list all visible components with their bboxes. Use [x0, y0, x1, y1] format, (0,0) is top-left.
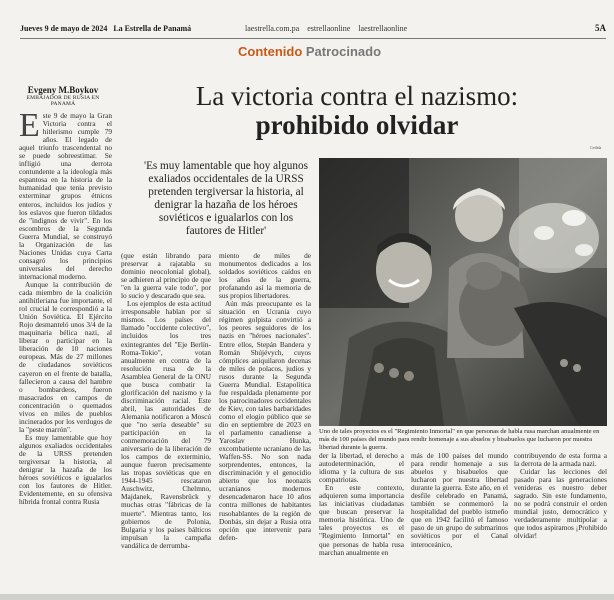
article-column-2 [121, 252, 211, 596]
drop-cap: E [19, 112, 40, 144]
paragraph: Aún más preocupante es la situación en Ucrania cuyo régimen golpista convirtió a los peores seguidores de los nazis en "héroes nacionales". Entre ellos, Stepán Bandera y Román Shújévych, cuyos cómplices aniquilaron decenas de miles de polacos, judíos y rusos durante la Segunda Guerra Mundial. Estapolítica fue respaldada plenamente por los patrocinadores occidentales de Kiev, con tales barbaridades como el elogio público que se dio en septiembre de 2023 en el parlamento canadiense a Yaroslav Hunka, excombatiente ucraniano de las Waffen-SS. No son nada sorprendentes, entonces, la discriminación y el genocidio abierto que los neonazis ucranianos modernos desencadenaron hace 10 años contra millones de habitantes rusohablantes de la región de Donbás, sin dejar a Rusia otra opción que intervenir para defen- [219, 299, 311, 542]
header-social-2[interactable]: laestrellaonline [358, 24, 408, 33]
header-date-paper [20, 24, 191, 33]
page-header [20, 24, 606, 38]
paragraph: der la libertad, el derecho a autodeterminación, el idioma y la cultura de sus compatriotas. [319, 452, 404, 485]
author-role: EMBAJADOR DE RUSIA EN PANAMÁ [26, 95, 100, 107]
page-bottom-edge [0, 594, 614, 600]
paragraph: contribuyendo de esta forma a la derrota de la armada nazi. [514, 452, 607, 469]
header-contacts [245, 24, 413, 33]
section-label-1: Contenido [238, 44, 303, 59]
paragraph: ste 9 de mayo la Gran Victoria contra el hitlerismo cumple 79 años. El legado de aquel triunfo trascendental no se puede sobreestimar. Se infligió una derrota contundente a la ideología más espantosa en la historia de la humanidad que tenía previsto exterminar grupos étnicos enteros, incluidos los judíos y los eslavos que fueron tildados de "indignos de vivir". En los escombros de la Segunda Guerra Mundial, se construyó la Organización de las Naciones Unidas cuya Carta consagró los principios universales del derecho internacional moderno. [19, 112, 112, 281]
page-number: 5A [595, 23, 606, 33]
title-line-1: La victoria contra el nazismo: [195, 81, 519, 111]
header-site[interactable]: laestrella.com.pa [245, 24, 300, 33]
article-photo [319, 158, 607, 426]
author-name: Evgeny M.Boykov [27, 85, 99, 95]
paragraph: más de 100 países del mundo para rendir homenaje a sus abuelos y bisabuelos que lucharon por nuestra libertad durante la guerra. Este año, en el desfile celebrado en Panamá, también se conmemoró la hospitalidad del pueblo istmeño que en 1942 facilitó el famoso paso de un grupo de submarinos soviéticos por el Canal interoceánico, [411, 452, 508, 549]
header-paper-name: La Estrella de Panamá [113, 24, 192, 33]
paragraph: Aunque la contribución de cada miembro de la coalición antihitleriana fue importante, el rol crucial le correspondió a la Unión Soviética. El Ejército Rojo desmanteló unos 3/4 de la maquinaria bélica nazi, al liberar o participar en la liberación de 10 naciones europeas. Más de 27 millones de ciudadanos soviéticos cayeron en el frente de batalla, fallecieron a causa del hambre o bombardeos, fueron masacrados en campos de concentración o quemados vivos en miles de pueblos incinerados por los verdugos de la "peste marrón". [19, 279, 112, 434]
paragraph: Cuidar las lecciones del pasado para las generaciones venideras es nuestro deber sagrado. Sin este fundamento, no se podrá construir el orden mundial justo, democrático y verdaderamente multipolar a que todos aspiramos ¡Prohibido olvidar! [514, 467, 607, 541]
photo-soldier-child [319, 158, 607, 426]
paragraph: Los ejemplos de esta actitud irresponsable hablan por sí mismos. Los países del llamado "occidente colectivo", incluidos los tres exintegrantes del "Eje Berlín-Roma-Tokio", votan anualmente en contra de la resolución rusa de la Asamblea General de la ONU que busca combatir la glorificación del nazismo y la discriminación racial. Este abril, las autoridades de Alemania notificaron a Moscú que "no sería deseable" su participación en la conmemoración del 79 aniversario de la liberación de los campos de exterminio, aunque fueron precisamente las tropas soviéticas que en 1944-1945 rescataron Auschwitz, Chelmno, Majdanek, Ravensbrück y muchas otras "fábricas de la muerte". Mientras tanto, los gobiernos de Polonia, Bulgaria y los países bálticos impulsan la campaña vandálica de derrumba- [121, 299, 211, 550]
header-social-1[interactable]: estrellaonline [307, 24, 351, 33]
article-column-6 [514, 452, 607, 596]
section-label [238, 44, 381, 59]
article-column-5 [411, 452, 508, 596]
author-byline [18, 85, 108, 107]
article-title [120, 82, 594, 140]
paragraph: (que están librando para preservar a rajatabla su dominio neocolonial global), se adhieren al principio de que "en la guerra vale todo", por lo sucio y descarado que sea. [121, 252, 211, 301]
photo-credit: Cedida [590, 145, 602, 150]
photo-caption: Uno de tales proyectos es el "Regimiento Inmortal" en que personas de habla rusa marchan anualmente en más de 100 países del mundo para rendir homenaje a sus abuelos y bisabuelos que lucharon por nuestra libertad durante la guerra. [319, 428, 600, 451]
header-rule [20, 38, 606, 39]
paragraph: Es muy lamentable que hoy algunos exaliados occidentales de la URSS pretenden tergiversar la historia, al denigrar la hazaña de los héroes soviéticos e igualarlos con los fautores de Hitler. Evidentemente, en su ofensiva híbrida frontal contra Rusia [19, 432, 112, 507]
section-label-2: Patrocinado [305, 44, 382, 59]
article-column-1 [19, 112, 112, 596]
paragraph: En este contexto, adquieren suma importancia las iniciativas ciudadanas que buscan preservar la memoria histórica. Uno de tales proyectos es el "Regimiento Inmortal" en que personas de habla rusa marchan anualmente en [319, 483, 404, 557]
paragraph: miento de miles de monumentos dedicados a los soldados soviéticos caídos en los años de la guerra, profanando así la memoria de sus propios libertadores. [219, 252, 311, 301]
pull-quote: 'Es muy lamentable que hoy algunos exaliados occidentales de la URSS pretenden tergiversar la historia, al denigrar la hazaña de los héroes soviéticos e igualarlos con los fautores de Hitler' [144, 160, 308, 237]
header-date: Jueves 9 de mayo de 2024 [20, 24, 108, 33]
article-column-4 [319, 452, 404, 596]
article-column-3 [219, 252, 311, 596]
title-line-2: prohibido olvidar [255, 110, 459, 140]
